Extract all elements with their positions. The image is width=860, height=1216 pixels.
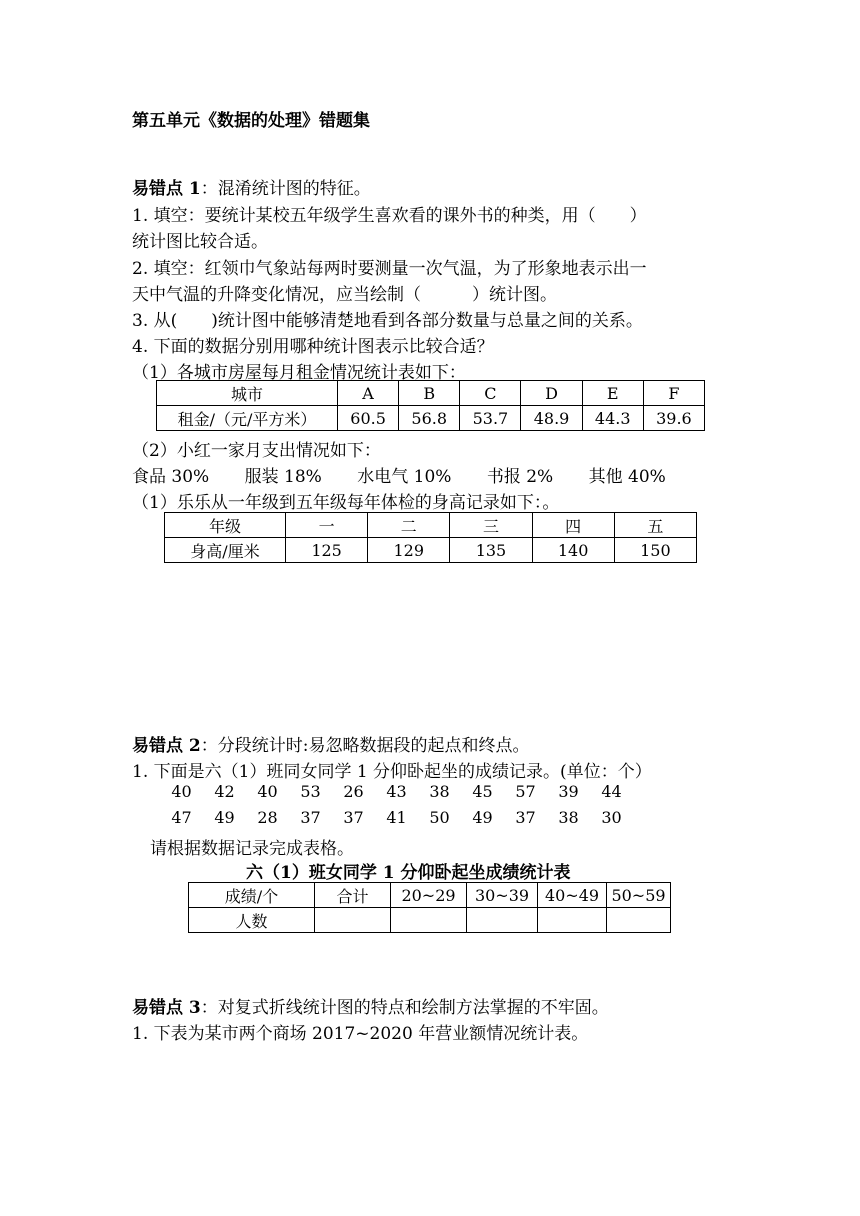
table-row	[165, 538, 697, 563]
score-value: 30	[601, 808, 622, 827]
table-cell: 135	[450, 538, 532, 563]
page-title: 第五单元《数据的处理》错题集	[132, 111, 370, 131]
table-cell: 53.7	[460, 406, 521, 431]
section3-question-1: 1. 下表为某市两个商场 2017~2020 年营业额情况统计表。	[132, 1024, 589, 1044]
table-header-cell: 二	[368, 513, 450, 538]
question-3: 3. 从( )统计图中能够清楚地看到各部分数量与总量之间的关系。	[132, 311, 643, 331]
spending-item: 服装 18%	[244, 467, 322, 487]
sub-question-spending-title: （2）小红一家月支出情况如下：	[132, 441, 381, 461]
section3-heading	[132, 993, 609, 1018]
sub-question-rent-title: （1）各城市房屋每月租金情况统计表如下：	[132, 363, 466, 383]
table-header-cell: 年级	[165, 513, 286, 538]
instruction: 请根据数据记录完成表格。	[150, 839, 354, 859]
scores-row-1	[160, 782, 633, 801]
score-value: 44	[601, 782, 622, 801]
score-value: 50	[429, 808, 450, 827]
spending-item: 书报 2%	[486, 467, 554, 487]
table-header-cell: 一	[286, 513, 368, 538]
section1-heading-label: 易错点 1	[132, 179, 201, 199]
table-row	[165, 513, 697, 538]
table-cell[interactable]	[467, 908, 538, 933]
section1-heading	[132, 174, 371, 199]
table-cell: 39.6	[643, 406, 704, 431]
score-value: 37	[343, 808, 364, 827]
table-header-cell: 合计	[315, 883, 391, 908]
section2-question-1: 1. 下面是六（1）班同女同学 1 分仰卧起坐的成绩记录。(单位：个）	[132, 762, 652, 782]
score-value: 49	[214, 808, 235, 827]
table-header-cell: 四	[532, 513, 614, 538]
spending-item: 水电气 10%	[357, 467, 452, 487]
table-header-cell: D	[521, 381, 582, 406]
spending-item: 其他 40%	[588, 467, 666, 487]
table-cell: 人数	[189, 908, 315, 933]
score-value: 37	[515, 808, 536, 827]
table-header-cell: 40~49	[538, 883, 607, 908]
section3-heading-text: ：对复式折线统计图的特点和绘制方法掌握的不牢固。	[200, 998, 609, 1018]
score-value: 39	[558, 782, 579, 801]
scores-row-2	[160, 808, 633, 827]
table-cell: 129	[368, 538, 450, 563]
situp-table	[188, 882, 671, 933]
question-2-line1: 2. 填空：红领巾气象站每两时要测量一次气温，为了形象地表示出一	[132, 259, 647, 279]
table-header-cell: 20~29	[391, 883, 467, 908]
score-value: 45	[472, 782, 493, 801]
score-value: 43	[386, 782, 407, 801]
section3-heading-label: 易错点 3	[132, 998, 201, 1018]
table-header-cell: A	[338, 381, 399, 406]
section2-heading	[132, 731, 529, 756]
table-cell[interactable]	[538, 908, 607, 933]
table-header-cell: E	[582, 381, 643, 406]
table-cell: 125	[286, 538, 368, 563]
question-1-line1: 1. 填空：要统计某校五年级学生喜欢看的课外书的种类，用（ ）	[132, 206, 647, 226]
table-row	[157, 406, 705, 431]
score-value: 37	[300, 808, 321, 827]
score-value: 49	[472, 808, 493, 827]
spending-item: 食品 30%	[132, 467, 210, 487]
height-table	[164, 512, 697, 563]
section2-heading-label: 易错点 2	[132, 736, 201, 756]
question-1-line2: 统计图比较合适。	[132, 232, 268, 252]
spending-list	[132, 462, 696, 487]
table-cell: 150	[614, 538, 696, 563]
score-value: 53	[300, 782, 321, 801]
question-4: 4. 下面的数据分别用哪种统计图表示比较合适？	[132, 337, 494, 357]
table-header-cell: 30~39	[467, 883, 538, 908]
table-header-cell: 城市	[157, 381, 338, 406]
score-value: 40	[171, 782, 192, 801]
table-row	[189, 883, 671, 908]
section2-heading-text: ：分段统计时:易忽略数据段的起点和终点。	[200, 736, 530, 756]
table-header-cell: 五	[614, 513, 696, 538]
table-row	[157, 381, 705, 406]
score-value: 28	[257, 808, 278, 827]
table-header-cell: 三	[450, 513, 532, 538]
table-cell: 身高/厘米	[165, 538, 286, 563]
table-cell: 租金/（元/平方米）	[157, 406, 338, 431]
score-value: 40	[257, 782, 278, 801]
table-row	[189, 908, 671, 933]
table-cell: 44.3	[582, 406, 643, 431]
table-header-cell: 50~59	[607, 883, 671, 908]
table-cell[interactable]	[607, 908, 671, 933]
table-cell[interactable]	[391, 908, 467, 933]
table-header-cell: B	[399, 381, 460, 406]
table-header-cell: 成绩/个	[189, 883, 315, 908]
rent-table	[156, 380, 705, 431]
question-2-line2: 天中气温的升降变化情况，应当绘制（ ）统计图。	[132, 285, 557, 305]
table-cell: 48.9	[521, 406, 582, 431]
table-cell: 60.5	[338, 406, 399, 431]
table-header-cell: F	[643, 381, 704, 406]
score-value: 47	[171, 808, 192, 827]
table-cell: 56.8	[399, 406, 460, 431]
score-value: 38	[429, 782, 450, 801]
table-cell: 140	[532, 538, 614, 563]
table-cell[interactable]	[315, 908, 391, 933]
score-value: 41	[386, 808, 407, 827]
table-header-cell: C	[460, 381, 521, 406]
score-value: 57	[515, 782, 536, 801]
score-value: 26	[343, 782, 364, 801]
score-value: 42	[214, 782, 235, 801]
score-value: 38	[558, 808, 579, 827]
sub-question-height-title: （1）乐乐从一年级到五年级每年体检的身高记录如下：。	[132, 493, 560, 513]
section1-heading-text: ：混淆统计图的特征。	[200, 179, 371, 199]
table-title: 六（1）班女同学 1 分仰卧起坐成绩统计表	[246, 863, 571, 883]
